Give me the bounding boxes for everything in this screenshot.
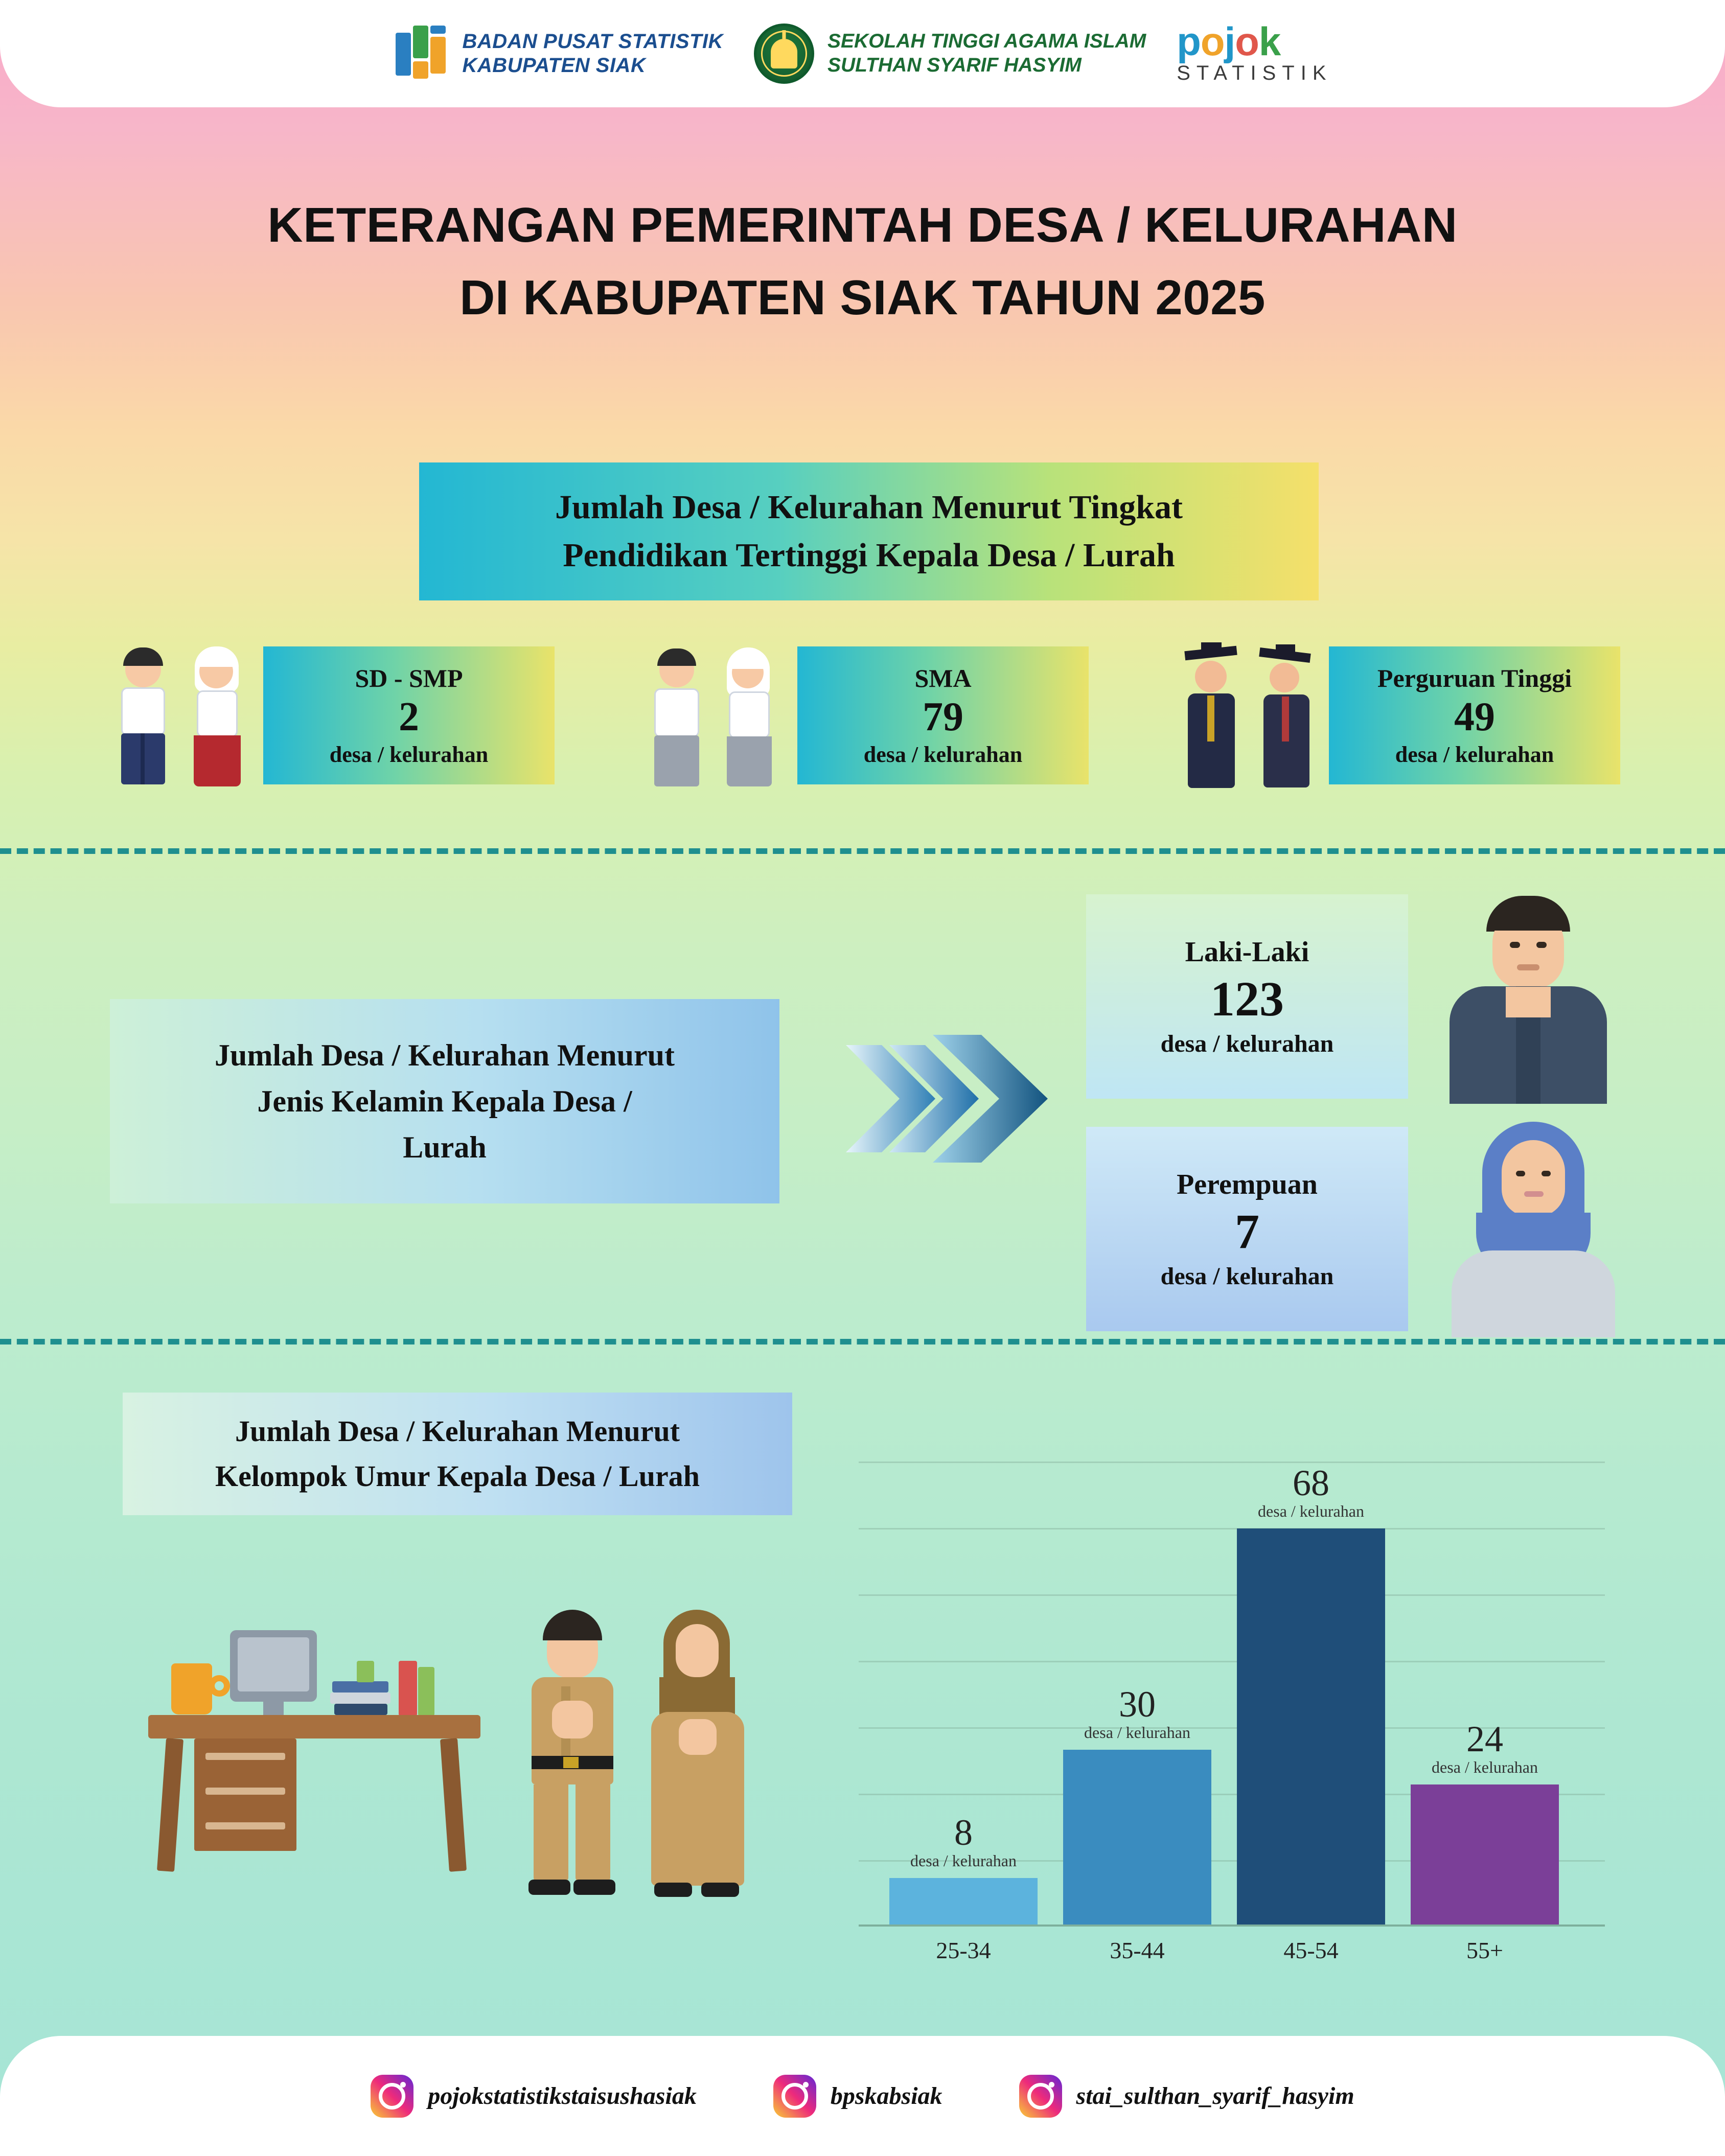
education-unit-perguruan-tinggi: desa / kelurahan: [1395, 741, 1554, 767]
man-avatar-icon: [1421, 887, 1636, 1101]
female-official-icon: [639, 1610, 756, 1906]
bps-logo-group: [393, 26, 723, 82]
footer-bar: [0, 2036, 1725, 2156]
education-box-sd-smp: [263, 646, 555, 784]
pojok-letter-k: k: [1258, 19, 1281, 64]
education-unit-sd-smp: desa / kelurahan: [329, 741, 489, 767]
instagram-icon[interactable]: [371, 2075, 413, 2118]
chart-category-45-54: 45-54: [1283, 1937, 1339, 1963]
gender-card-female: [1086, 1127, 1408, 1331]
page-title: [0, 189, 1725, 334]
age-label-line1: Jumlah Desa / Kelurahan Menurut: [235, 1414, 680, 1448]
divider-2: [0, 1339, 1725, 1344]
office-desk-officials-icon: [128, 1574, 767, 1983]
instagram-icon[interactable]: [1019, 2075, 1062, 2118]
graduates-icon: [1176, 636, 1324, 795]
bps-line1: BADAN PUSAT STATISTIK: [462, 30, 723, 53]
instagram-icon[interactable]: [773, 2075, 816, 2118]
education-row: [0, 636, 1725, 805]
age-label-line2: Kelompok Umur Kepala Desa / Lurah: [215, 1459, 700, 1493]
education-item-perguruan-tinggi: [1176, 636, 1620, 795]
education-label-perguruan-tinggi: Perguruan Tinggi: [1377, 664, 1572, 693]
social-handle-3: stai_sulthan_syarif_hasyim: [1076, 2082, 1354, 2109]
chart-category-35-44: 35-44: [1110, 1937, 1165, 1963]
gender-male-value: 123: [1210, 971, 1284, 1026]
bar-25-34: [889, 1812, 1038, 1925]
chart-category-25-34: 25-34: [936, 1937, 991, 1963]
gender-female-value: 7: [1235, 1203, 1259, 1259]
stai-line1: SEKOLAH TINGGI AGAMA ISLAM: [827, 30, 1146, 53]
bar-55-plus: [1411, 1719, 1559, 1925]
chart-x-axis: [859, 1925, 1605, 1927]
gender-label-line2: Jenis Kelamin Kepala Desa /: [257, 1084, 632, 1118]
bar-value-55-plus: 24: [1466, 1719, 1503, 1759]
highschool-students-icon: [639, 636, 792, 795]
education-value-sma: 79: [923, 694, 963, 740]
woman-hijab-avatar-icon: [1426, 1117, 1641, 1336]
bar-unit-45-54: desa / kelurahan: [1258, 1502, 1364, 1520]
education-value-perguruan-tinggi: 49: [1454, 694, 1495, 740]
bar-35-44: [1063, 1684, 1211, 1925]
education-item-sma: [639, 636, 1089, 795]
chevron-arrow-icon: [841, 1014, 1055, 1183]
social-handle-2: bpskabsiak: [830, 2082, 942, 2109]
education-box-sma: [797, 646, 1089, 784]
stai-logo-text: [827, 30, 1146, 78]
header-bar: [0, 0, 1725, 107]
gender-male-label: Laki-Laki: [1185, 936, 1309, 968]
gender-female-unit: desa / kelurahan: [1160, 1262, 1334, 1290]
pojok-letter-o2: o: [1235, 19, 1259, 64]
bar-45-54: [1237, 1463, 1385, 1925]
bar-value-25-34: 8: [954, 1812, 973, 1853]
pojok-letter-j: j: [1224, 19, 1235, 64]
pojok-statistik-logo: [1177, 19, 1332, 84]
gender-card-male: [1086, 894, 1408, 1099]
chart-category-55-plus: 55+: [1466, 1937, 1503, 1963]
education-item-sd-smp: [110, 636, 555, 795]
page-title-line2: DI KABUPATEN SIAK TAHUN 2025: [459, 270, 1266, 326]
divider-1: [0, 848, 1725, 854]
gender-female-label: Perempuan: [1177, 1168, 1318, 1200]
pojok-subtitle: STATISTIK: [1177, 61, 1332, 84]
social-handle-1: pojokstatistikstaisushasiak: [428, 2082, 697, 2109]
stai-logo-group: [754, 24, 1146, 84]
pojok-wordmark: [1177, 19, 1332, 64]
social-bpskabsiak[interactable]: [773, 2075, 942, 2118]
education-unit-sma: desa / kelurahan: [863, 741, 1023, 767]
stai-line2: SULTHAN SYARIF HASYIM: [827, 54, 1082, 76]
social-pojokstatistik[interactable]: [371, 2075, 697, 2118]
male-official-icon: [516, 1610, 629, 1901]
education-value-sd-smp: 2: [399, 694, 419, 740]
gender-label-line3: Lurah: [403, 1130, 487, 1164]
education-banner-line2: Pendidikan Tertinggi Kepala Desa / Lurah: [563, 537, 1175, 574]
age-bar-chart: [838, 1400, 1625, 1993]
bar-value-35-44: 30: [1119, 1684, 1156, 1725]
page-title-line1: KETERANGAN PEMERINTAH DESA / KELURAHAN: [267, 198, 1458, 252]
school-children-icon: [110, 636, 258, 795]
bar-value-45-54: 68: [1293, 1463, 1329, 1503]
education-banner: [419, 462, 1319, 600]
bar-unit-25-34: desa / kelurahan: [910, 1851, 1017, 1870]
age-section-label: [123, 1393, 792, 1515]
social-stai[interactable]: [1019, 2075, 1354, 2118]
bps-logo-icon: [393, 26, 449, 82]
education-banner-line1: Jumlah Desa / Kelurahan Menurut Tingkat: [555, 489, 1183, 526]
gender-male-unit: desa / kelurahan: [1160, 1030, 1334, 1057]
pojok-letter-o1: o: [1200, 19, 1225, 64]
gender-label-line1: Jumlah Desa / Kelurahan Menurut: [214, 1038, 675, 1072]
gender-section-label: [110, 999, 779, 1203]
bps-logo-text: [462, 30, 723, 78]
chart-plot-area: [859, 1462, 1605, 1927]
education-box-perguruan-tinggi: [1329, 646, 1620, 784]
bar-unit-55-plus: desa / kelurahan: [1432, 1758, 1538, 1776]
bar-unit-35-44: desa / kelurahan: [1084, 1723, 1190, 1742]
stai-mosque-logo-icon: [754, 24, 814, 84]
pojok-letter-p: p: [1177, 19, 1201, 64]
bps-line2: KABUPATEN SIAK: [462, 54, 646, 77]
education-label-sd-smp: SD - SMP: [355, 664, 463, 693]
education-label-sma: SMA: [914, 664, 972, 693]
